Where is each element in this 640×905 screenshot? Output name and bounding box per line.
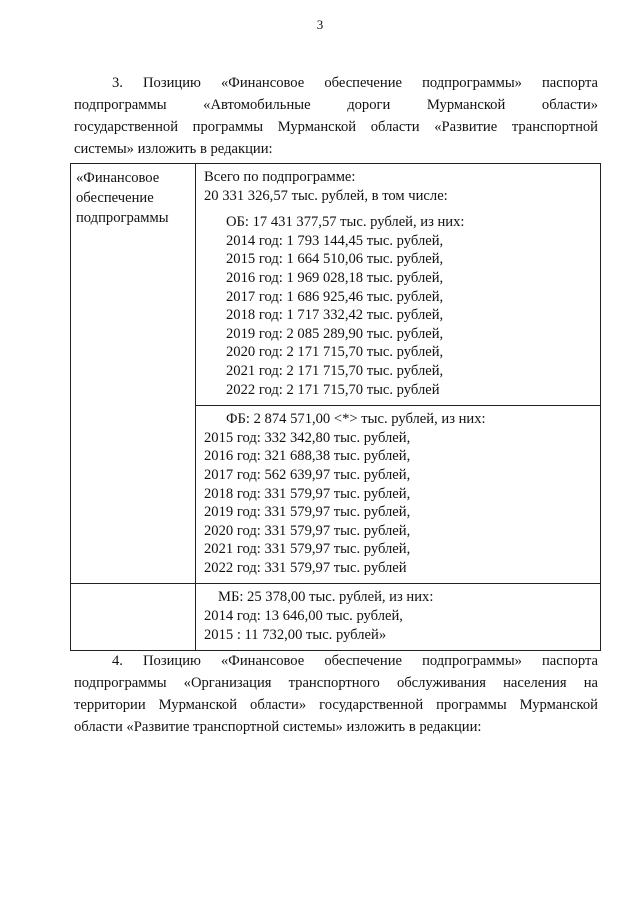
paragraph-line: области «Развитие транспортной системы» изложить в редакции: [74, 719, 482, 735]
mb-line: 2014 год: 13 646,00 тыс. рублей, [204, 608, 403, 625]
fb-line: ФБ: 2 874 571,00 <*> тыс. рублей, из них: [226, 411, 486, 428]
label-cell [71, 164, 196, 584]
empty-cell [71, 584, 196, 651]
page-number: 3 [316, 17, 324, 32]
table-row [71, 164, 601, 406]
paragraph-line: государственной программы Мурманской области «Развитие транспортной [74, 119, 598, 135]
mb-line: МБ: 25 378,00 тыс. рублей, из них: [218, 589, 434, 606]
total-line: Всего по подпрограмме: [204, 169, 356, 185]
ob-cell [196, 164, 601, 406]
paragraph-line: подпрограммы «Автомобильные дороги Мурманской области» [74, 97, 598, 113]
table-row [71, 584, 601, 651]
fb-cell [196, 406, 601, 584]
ob-line: 2014 год: 1 793 144,45 тыс. рублей, [226, 232, 444, 249]
paragraph-line: подпрограммы «Организация транспортного обслуживания населения на [74, 675, 598, 691]
label-line: «Финансовое [76, 170, 160, 186]
fb-line: 2020 год: 331 579,97 тыс. рублей, [204, 522, 411, 539]
financing-table [70, 163, 601, 651]
fb-line: 2022 год: 331 579,97 тыс. рублей [204, 559, 407, 576]
ob-line: 2020 год: 2 171 715,70 тыс. рублей, [226, 344, 444, 361]
paragraph-line: системы» изложить в редакции: [74, 141, 273, 157]
fb-line: 2018 год: 331 579,97 тыс. рублей, [204, 485, 411, 502]
mb-line: 2015 : 11 732,00 тыс. рублей» [204, 626, 387, 643]
ob-line: ОБ: 17 431 377,57 тыс. рублей, из них: [226, 214, 465, 231]
label-line: подпрограммы [76, 210, 169, 226]
fb-line: 2017 год: 562 639,97 тыс. рублей, [204, 466, 411, 483]
fb-line: 2015 год: 332 342,80 тыс. рублей, [204, 429, 411, 446]
paragraph-3 [74, 72, 598, 160]
ob-line: 2015 год: 1 664 510,06 тыс. рублей, [226, 251, 444, 268]
ob-line: 2022 год: 2 171 715,70 тыс. рублей [226, 381, 440, 398]
ob-line: 2021 год: 2 171 715,70 тыс. рублей, [226, 362, 444, 379]
paragraph-line: 3. Позицию «Финансовое обеспечение подпрограммы» паспорта [112, 75, 598, 91]
mb-cell [196, 584, 601, 651]
paragraph-line: 4. Позицию «Финансовое обеспечение подпрограммы» паспорта [112, 653, 598, 669]
paragraph-line: территории Мурманской области» государственной программы Мурманской [74, 697, 598, 713]
ob-line: 2018 год: 1 717 332,42 тыс. рублей, [226, 307, 444, 324]
ob-line: 2017 год: 1 686 925,46 тыс. рублей, [226, 288, 444, 305]
fb-line: 2019 год: 331 579,97 тыс. рублей, [204, 504, 411, 521]
label-line: обеспечение [76, 190, 154, 206]
fb-line: 2021 год: 331 579,97 тыс. рублей, [204, 541, 411, 558]
total-line: 20 331 326,57 тыс. рублей, в том числе: [204, 187, 448, 204]
fb-line: 2016 год: 321 688,38 тыс. рублей, [204, 448, 411, 465]
paragraph-4 [74, 650, 598, 738]
ob-line: 2019 год: 2 085 289,90 тыс. рублей, [226, 325, 444, 342]
ob-line: 2016 год: 1 969 028,18 тыс. рублей, [226, 269, 444, 286]
